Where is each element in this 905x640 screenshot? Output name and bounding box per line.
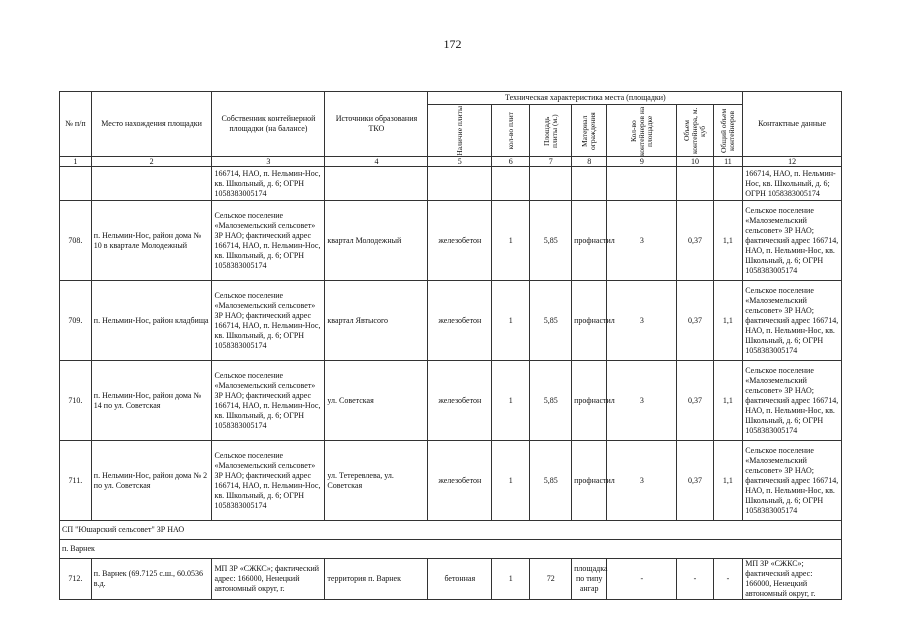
column-number: 5: [428, 157, 492, 167]
column-number: 10: [677, 157, 713, 167]
column-number: 12: [743, 157, 842, 167]
location-cell: п. Нельмин-Нос, район дома № 10 в квартале Молодежный: [91, 201, 212, 281]
col-header-slab-presence-text: Наличие плиты: [454, 105, 464, 156]
column-number: 3: [212, 157, 325, 167]
slab-count-cell: 1: [492, 559, 530, 600]
location-cell: п. Нельмин-Нос, район дома № 2 по ул. Советская: [91, 441, 212, 521]
slab-count-cell: 1: [492, 281, 530, 361]
owner-cell: Сельское поселение «Малоземельский сельсовет» ЗР НАО; фактический адрес 166714, НАО, п. Нельмин-Нос, кв. Школьный, д. 6; ОГРН 1058383005174: [212, 201, 325, 281]
owner-cell: Сельское поселение «Малоземельский сельсовет» ЗР НАО; фактический адрес 166714, НАО, п. Нельмин-Нос, кв. Школьный, д. 6; ОГРН 1058383005174: [212, 441, 325, 521]
area-cell: 72: [530, 559, 572, 600]
slab-cell: бетонная: [428, 559, 492, 600]
column-number: 7: [530, 157, 572, 167]
container-count-cell: 3: [607, 361, 677, 441]
total-volume-cell: 1,1: [713, 281, 743, 361]
container-count-cell: -: [607, 559, 677, 600]
col-header-slab-count: [492, 105, 530, 157]
area-cell: 5,85: [530, 201, 572, 281]
page-number: 172: [443, 37, 462, 51]
fence-cell: профнастил: [572, 281, 607, 361]
row-number: 709.: [60, 281, 92, 361]
column-number: 8: [572, 157, 607, 167]
col-header-total-volume-text: Общий объем контейнеров: [718, 108, 736, 153]
row-number: 712.: [60, 559, 92, 600]
volume-cell: -: [677, 559, 713, 600]
sources-cell: ул. Советская: [325, 361, 428, 441]
col-header-container-volume: [677, 105, 713, 157]
column-number: 11: [713, 157, 743, 167]
volume-cell: 0,37: [677, 201, 713, 281]
total-volume-cell: 1,1: [713, 201, 743, 281]
fence-cell: профнастил: [572, 361, 607, 441]
section-row: [60, 521, 842, 540]
col-header-slab-count-text: кол-во плит: [505, 111, 515, 150]
sources-cell: квартал Явтысого: [325, 281, 428, 361]
container-sites-table: [59, 91, 842, 600]
col-header-tech-group: Техническая характеристика места (площадки): [428, 92, 743, 105]
column-number: 2: [91, 157, 212, 167]
slab-cell: железобетон: [428, 361, 492, 441]
row-number: 711.: [60, 441, 92, 521]
subsection-title: п. Варнек: [60, 540, 842, 559]
empty-cell: [60, 167, 92, 201]
fence-cell: площадка по типу ангар: [572, 559, 607, 600]
owner-cell: МП ЗР «СЖКС»; фактический адрес: 166000, Ненецкий автономный округ, г.: [212, 559, 325, 600]
subsection-row: [60, 540, 842, 559]
col-header-num: № п/п: [60, 92, 92, 157]
row-number: 708.: [60, 201, 92, 281]
total-volume-cell: 1,1: [713, 361, 743, 441]
slab-count-cell: 1: [492, 361, 530, 441]
col-header-owner: Собственник контейнерной площадки (на балансе): [212, 92, 325, 157]
header-row: [60, 92, 842, 105]
volume-cell: 0,37: [677, 361, 713, 441]
table-row: [60, 281, 842, 361]
empty-cell: [677, 167, 713, 201]
total-volume-cell: 1,1: [713, 441, 743, 521]
column-number: 6: [492, 157, 530, 167]
fence-cell: профнастил: [572, 201, 607, 281]
col-header-fence-material: [572, 105, 607, 157]
col-header-location: Место нахождения площадки: [91, 92, 212, 157]
location-cell: п. Нельмин-Нос, район дома № 14 по ул. Советская: [91, 361, 212, 441]
slab-count-cell: 1: [492, 441, 530, 521]
owner-cell: Сельское поселение «Малоземельский сельсовет» ЗР НАО; фактический адрес 166714, НАО, п. Нельмин-Нос, кв. Школьный, д. 6; ОГРН 1058383005174: [212, 281, 325, 361]
total-volume-cell: -: [713, 559, 743, 600]
col-header-slab-presence: [428, 105, 492, 157]
empty-cell: [325, 167, 428, 201]
slab-cell: железобетон: [428, 441, 492, 521]
col-header-container-volume-text: Объем контейнера, м. куб: [682, 107, 708, 154]
col-header-container-count: [607, 105, 677, 157]
contact-cell: Сельское поселение «Малоземельский сельсовет» ЗР НАО; фактический адрес 166714, НАО, п. Нельмин-Нос, кв. Школьный, д. 6; ОГРН 1058383005174: [743, 361, 842, 441]
empty-cell: [572, 167, 607, 201]
col-header-contacts: Контактные данные: [743, 92, 842, 157]
empty-cell: [530, 167, 572, 201]
contact-cell: МП ЗР «СЖКС»; фактический адрес: 166000, Ненецкий автономный округ, г.: [743, 559, 842, 600]
sources-cell: квартал Молодежный: [325, 201, 428, 281]
volume-cell: 0,37: [677, 441, 713, 521]
empty-cell: [607, 167, 677, 201]
table-row: [60, 201, 842, 281]
contact-cell: 166714, НАО, п. Нельмин-Нос, кв. Школьный, д. 6; ОГРН 1058383005174: [743, 167, 842, 201]
empty-cell: [713, 167, 743, 201]
col-header-slab-area: [530, 105, 572, 157]
table-row: [60, 361, 842, 441]
area-cell: 5,85: [530, 281, 572, 361]
empty-cell: [91, 167, 212, 201]
row-number: 710.: [60, 361, 92, 441]
area-cell: 5,85: [530, 361, 572, 441]
col-header-container-count-text: Кол-во контейнеров на площадке: [628, 105, 654, 156]
owner-cell: 166714, НАО, п. Нельмин-Нос, кв. Школьный, д. 6; ОГРН 1058383005174: [212, 167, 325, 201]
column-number-row: [60, 157, 842, 167]
container-count-cell: 3: [607, 281, 677, 361]
slab-cell: железобетон: [428, 281, 492, 361]
slab-cell: железобетон: [428, 201, 492, 281]
container-count-cell: 3: [607, 201, 677, 281]
continuation-row: [60, 167, 842, 201]
section-title: СП "Юшарский сельсовет" ЗР НАО: [60, 521, 842, 540]
contact-cell: Сельское поселение «Малоземельский сельсовет» ЗР НАО; фактический адрес 166714, НАО, п. Нельмин-Нос, кв. Школьный, д. 6; ОГРН 1058383005174: [743, 281, 842, 361]
contact-cell: Сельское поселение «Малоземельский сельсовет» ЗР НАО; фактический адрес 166714, НАО, п. Нельмин-Нос, кв. Школьный, д. 6; ОГРН 1058383005174: [743, 201, 842, 281]
sources-cell: ул. Тетеревлева, ул. Советская: [325, 441, 428, 521]
contact-cell: Сельское поселение «Малоземельский сельсовет» ЗР НАО; фактический адрес 166714, НАО, п. Нельмин-Нос, кв. Школьный, д. 6; ОГРН 1058383005174: [743, 441, 842, 521]
location-cell: п. Нельмин-Нос, район кладбища: [91, 281, 212, 361]
col-header-slab-area-text: Площадь плиты (м.): [541, 113, 559, 148]
column-number: 4: [325, 157, 428, 167]
empty-cell: [492, 167, 530, 201]
column-number: 1: [60, 157, 92, 167]
col-header-total-volume: [713, 105, 743, 157]
fence-cell: профнастил: [572, 441, 607, 521]
col-header-sources: Источники образования ТКО: [325, 92, 428, 157]
location-cell: п. Варнек (69.7125 с.ш., 60.0536 в.д.: [91, 559, 212, 600]
table-row: [60, 559, 842, 600]
col-header-fence-material-text: Материал ограждения: [580, 111, 598, 150]
area-cell: 5,85: [530, 441, 572, 521]
slab-count-cell: 1: [492, 201, 530, 281]
sources-cell: территория п. Варнек: [325, 559, 428, 600]
table-row: [60, 441, 842, 521]
owner-cell: Сельское поселение «Малоземельский сельсовет» ЗР НАО; фактический адрес 166714, НАО, п. Нельмин-Нос, кв. Школьный, д. 6; ОГРН 1058383005174: [212, 361, 325, 441]
container-count-cell: 3: [607, 441, 677, 521]
volume-cell: 0,37: [677, 281, 713, 361]
column-number: 9: [607, 157, 677, 167]
empty-cell: [428, 167, 492, 201]
